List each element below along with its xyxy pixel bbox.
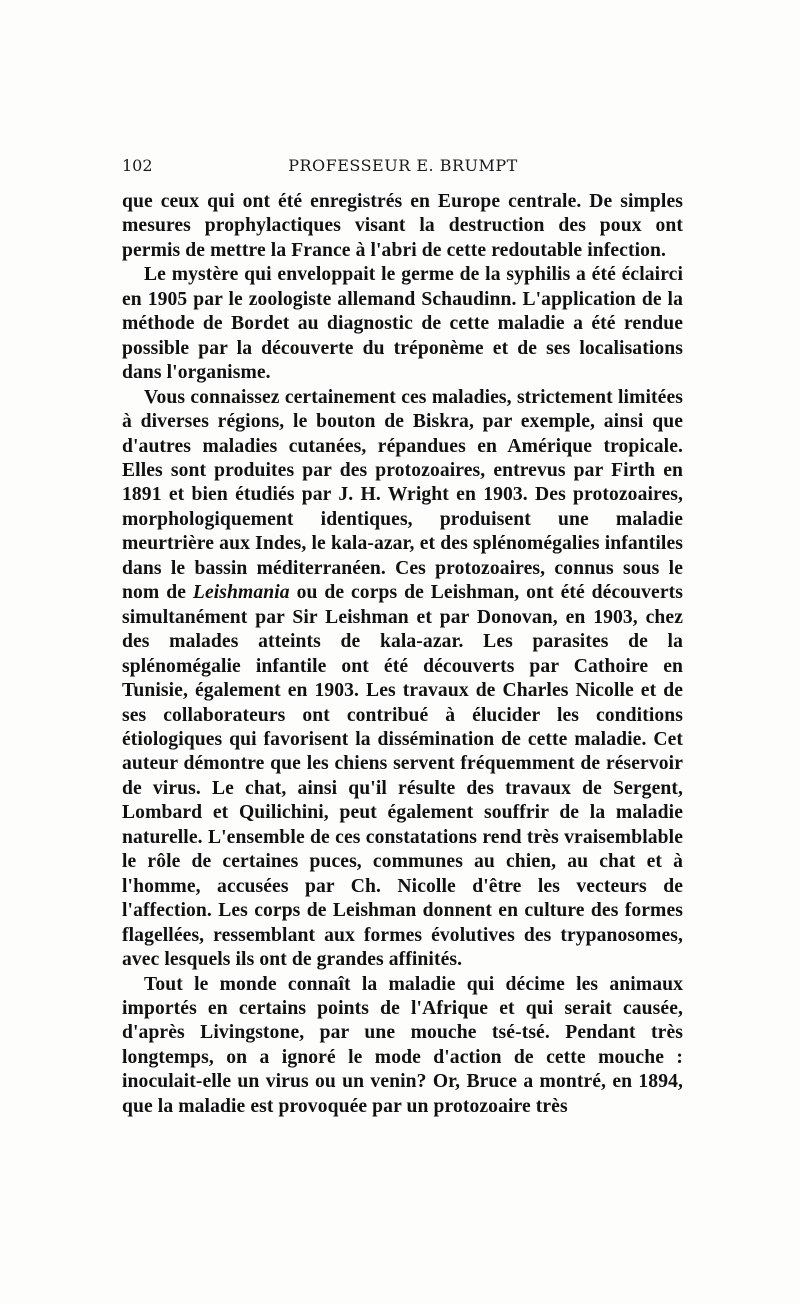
leishmania-term: Leishmania: [192, 582, 290, 604]
body-text: [122, 190, 683, 1119]
running-head: [122, 156, 684, 180]
paragraph-leishmania: [122, 386, 683, 973]
paragraph-tsetse: Tout le monde connaît la maladie qui décime les animaux importés en certains points de l'Afrique et qui serait causée, d'après Livingstone, par une mouche tsé-tsé. Pendant très longtemps, on a ignoré le mode d'action de cette mouche : inoculait-elle un virus ou un venin? Or, Bruce a montré, en 1894, que la maladie est provoquée par un protozoaire très: [122, 973, 683, 1117]
paragraph-leishmania-part-1: Vous connaissez certainement ces maladies, strictement limitées à diverses régions, le bouton de Biskra, par exemple, ainsi que d'autres maladies cutanées, répandues en Amérique tropicale. Elles sont produites par des protozoaires, entrevus par Firth en 1891 et bien étudiés par J. H. Wright en 1903. Des protozoaires, morphologiquement identiques, produisent une maladie meurtrière aux Indes, le kala-azar, et des splénomégalies infantiles dans le bassin méditerranéen. Ces protozoaires, connus sous le nom de: [122, 386, 683, 604]
paragraph-syphilis: Le mystère qui enveloppait le germe de la syphilis a été éclairci en 1905 par le zoologiste allemand Schaudinn. L'application de la méthode de Bordet au diagnostic de cette maladie a été rendue possible par la découverte du tréponème et de ses localisations dans l'organisme.: [122, 264, 683, 384]
paragraph-leishmania-part-2: ou de corps de Leishman, ont été découverts simultanément par Sir Leishman et par Donovan, en 1903, chez des malades atteints de kala-azar. Les parasites de la splénomégalie infantile ont été découverts par Cathoire en Tunisie, également en 1903. Les travaux de Charles Nicolle et de ses collaborateurs ont contribué à élucider les conditions étiologiques qui favorisent la dissémination de cette maladie. Cet auteur démontre que les chiens servent fréquemment de réservoir de virus. Le chat, ainsi qu'il résulte des travaux de Sergent, Lombard et Quilichini, peut également souffrir de la maladie naturelle. L'ensemble de ces constatations rend très vraisemblable le rôle de certaines puces, communes au chien, au chat et à l'homme, accusées par Ch. Nicolle d'être les vecteurs de l'affection. Les corps de Leishman donnent en culture des formes flagellées, ressemblant aux formes évolutives des trypanosomes, avec lesquels ils ont de grandes affinités.: [122, 582, 684, 971]
paragraph-continuation: que ceux qui ont été enregistrés en Europe centrale. De simples mesures prophylactiques visant la destruction des poux ont permis de mettre la France à l'abri de cette redoutable infection.: [122, 191, 683, 261]
running-title: PROFESSEUR E. BRUMPT: [288, 156, 518, 175]
page-number: 102: [122, 156, 153, 175]
